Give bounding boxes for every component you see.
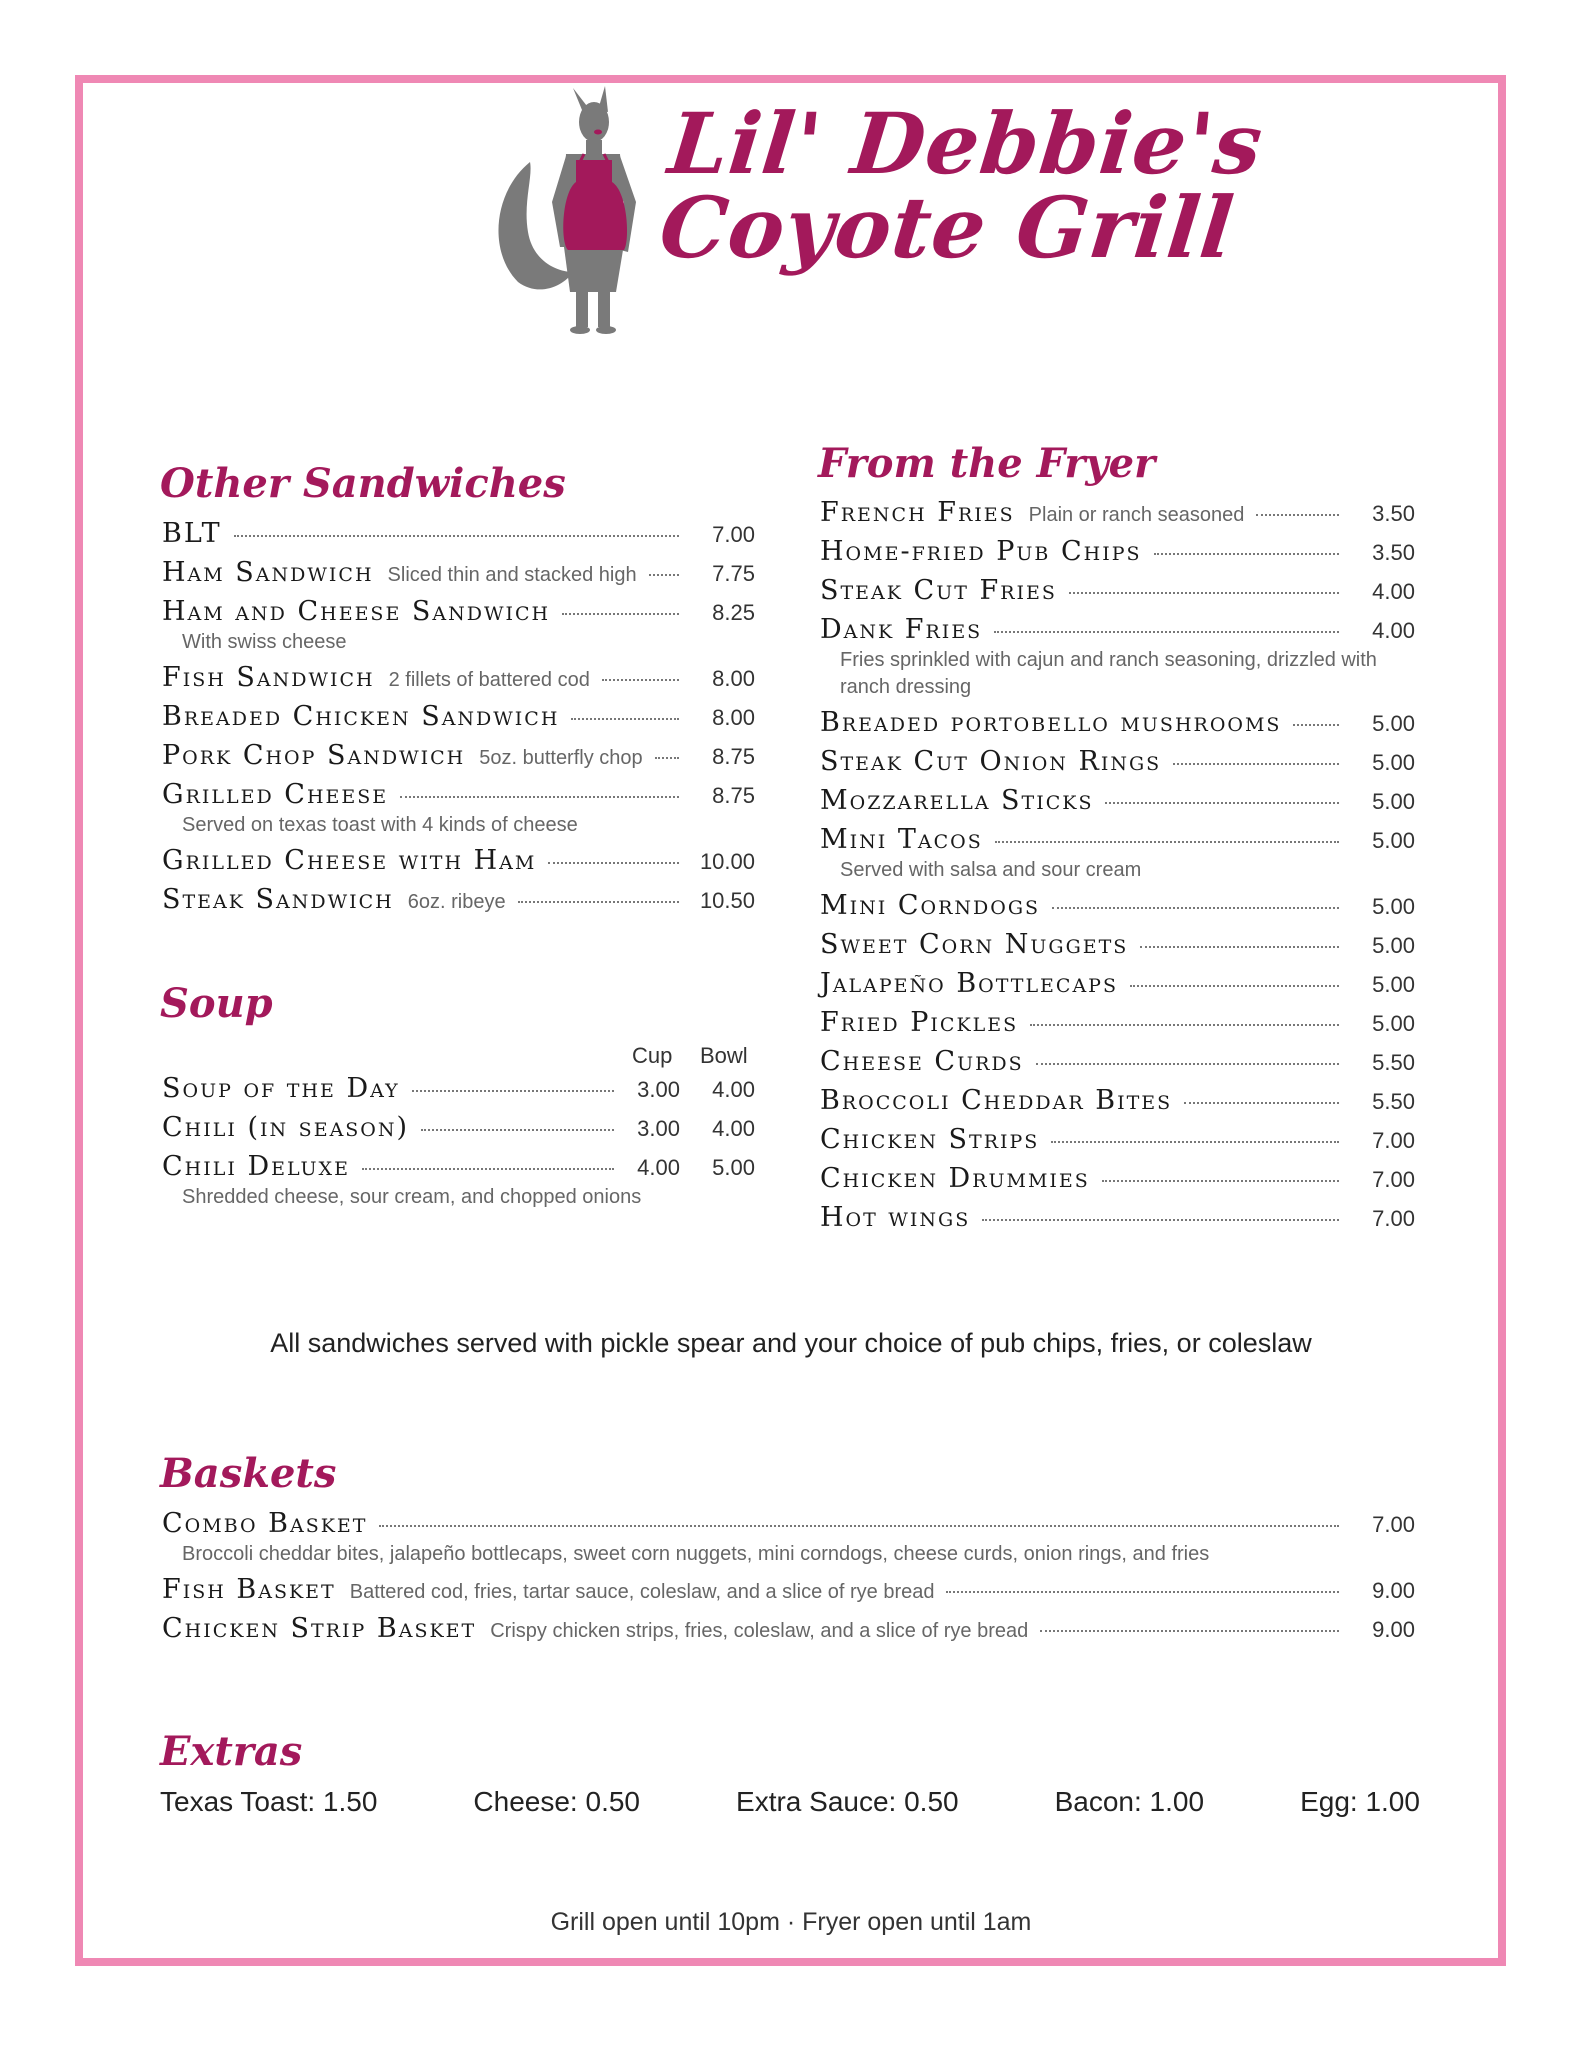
menu-item-row bbox=[162, 1574, 1415, 1613]
item-name: Fish Basket bbox=[162, 1574, 336, 1605]
extra-item: Texas Toast: 1.50 bbox=[160, 1786, 378, 1817]
menu-item bbox=[820, 1202, 1415, 1241]
item-name: Cheese Curds bbox=[820, 1046, 1024, 1077]
dot-leader bbox=[995, 841, 1339, 843]
menu-item-row bbox=[820, 536, 1415, 575]
sides-note: All sandwiches served with pickle spear and your choice of pub chips, fries, or coleslaw bbox=[270, 1328, 1312, 1358]
item-price: 3.50 bbox=[1372, 501, 1415, 526]
item-name: French Fries bbox=[820, 497, 1015, 528]
item-name: Breaded Chicken Sandwich bbox=[162, 701, 560, 732]
dot-leader bbox=[571, 718, 679, 720]
menu-item-row bbox=[820, 1163, 1415, 1202]
dot-leader bbox=[362, 1168, 614, 1170]
item-name: Jalapeño Bottlecaps bbox=[820, 968, 1118, 999]
item-name: Chicken Strip Basket bbox=[162, 1613, 477, 1644]
soup-item-row bbox=[162, 1073, 755, 1112]
menu-item-row bbox=[820, 890, 1415, 929]
item-price: 8.00 bbox=[712, 705, 755, 730]
dot-leader bbox=[1036, 1063, 1339, 1065]
item-name: Dank Fries bbox=[820, 614, 983, 645]
dot-leader bbox=[982, 1219, 1339, 1221]
hours-footer: Grill open until 10pm · Fryer open until 1am bbox=[550, 1908, 1032, 1936]
menu-item-row bbox=[162, 884, 755, 923]
dot-leader bbox=[1030, 1024, 1339, 1026]
soup-item bbox=[162, 1151, 755, 1211]
menu-item-row bbox=[162, 662, 755, 701]
extra-item: Cheese: 0.50 bbox=[473, 1786, 640, 1817]
sandwiches-title: Other Sandwiches bbox=[160, 460, 566, 507]
item-name: Chicken Drummies bbox=[820, 1163, 1090, 1194]
item-price: 7.00 bbox=[712, 522, 755, 547]
bowl-price: 4.00 bbox=[712, 1077, 755, 1102]
menu-item bbox=[162, 1508, 1415, 1568]
item-price: 5.00 bbox=[1372, 972, 1415, 997]
menu-item-row bbox=[162, 845, 755, 884]
item-note: Served with salsa and sour cream bbox=[840, 859, 1142, 881]
bowl-header: Bowl bbox=[700, 1043, 748, 1068]
item-name: Hot wings bbox=[820, 1202, 971, 1233]
item-description: 2 fillets of battered cod bbox=[388, 669, 590, 691]
item-price: 5.00 bbox=[1372, 1011, 1415, 1036]
dot-leader bbox=[1130, 985, 1339, 987]
item-description: Plain or ranch seasoned bbox=[1028, 504, 1245, 526]
item-price: 8.75 bbox=[712, 783, 755, 808]
item-name: Mini Corndogs bbox=[820, 890, 1041, 921]
dot-leader bbox=[994, 631, 1339, 633]
soup-item bbox=[162, 1073, 755, 1112]
soup-name: Chili (in season) bbox=[162, 1112, 410, 1143]
item-name: Sweet Corn Nuggets bbox=[820, 929, 1129, 960]
dot-leader bbox=[1051, 1141, 1339, 1143]
item-price: 3.50 bbox=[1372, 540, 1415, 565]
menu-item bbox=[162, 518, 755, 557]
soup-item-row bbox=[162, 1112, 755, 1151]
menu-item bbox=[820, 1046, 1415, 1085]
item-name: Chicken Strips bbox=[820, 1124, 1040, 1155]
item-price: 8.75 bbox=[712, 744, 755, 769]
cup-price: 3.00 bbox=[637, 1116, 680, 1141]
item-price: 5.00 bbox=[1372, 933, 1415, 958]
menu-item bbox=[820, 707, 1415, 746]
item-name: Steak Cut Onion Rings bbox=[820, 746, 1162, 777]
item-description: Battered cod, fries, tartar sauce, coleslaw, and a slice of rye bread bbox=[349, 1581, 935, 1603]
dot-leader bbox=[412, 1090, 614, 1092]
menu-item bbox=[162, 662, 755, 701]
soup-title: Soup bbox=[160, 980, 273, 1027]
item-description: 5oz. butterfly chop bbox=[479, 747, 643, 769]
item-name: Broccoli Cheddar Bites bbox=[820, 1085, 1173, 1116]
extras-title: Extras bbox=[160, 1728, 303, 1775]
item-price: 5.50 bbox=[1372, 1089, 1415, 1114]
item-price: 5.00 bbox=[1372, 894, 1415, 919]
menu-item-row bbox=[820, 968, 1415, 1007]
sandwiches-list bbox=[162, 518, 755, 923]
menu-item bbox=[820, 536, 1415, 575]
menu-item-row bbox=[820, 707, 1415, 746]
soup-item bbox=[162, 1112, 755, 1151]
extra-item: Bacon: 1.00 bbox=[1054, 1786, 1205, 1817]
dot-leader bbox=[946, 1591, 1339, 1593]
item-price: 7.00 bbox=[1372, 1206, 1415, 1231]
menu-item bbox=[162, 1574, 1415, 1613]
dot-leader bbox=[1105, 802, 1339, 804]
menu-item bbox=[820, 824, 1415, 884]
item-price: 9.00 bbox=[1372, 1578, 1415, 1603]
item-name: Pork Chop Sandwich bbox=[162, 740, 466, 771]
dot-leader bbox=[602, 679, 679, 681]
dot-leader bbox=[1256, 514, 1339, 516]
item-price: 7.00 bbox=[1372, 1167, 1415, 1192]
title-line-1: Lil' Debbie's bbox=[664, 94, 1268, 193]
item-price: 7.00 bbox=[1372, 1512, 1415, 1537]
menu-item bbox=[820, 1085, 1415, 1124]
menu-item bbox=[162, 1613, 1415, 1652]
menu-item bbox=[820, 1007, 1415, 1046]
menu-item-row bbox=[820, 1007, 1415, 1046]
item-note: With swiss cheese bbox=[182, 631, 347, 653]
dot-leader bbox=[400, 796, 679, 798]
baskets-list bbox=[162, 1508, 1415, 1652]
dot-leader bbox=[518, 901, 679, 903]
menu-item-row bbox=[820, 497, 1415, 536]
menu-item bbox=[820, 575, 1415, 614]
dot-leader bbox=[1173, 763, 1339, 765]
menu-item-row bbox=[820, 1046, 1415, 1085]
menu-item bbox=[162, 845, 755, 884]
item-name: Home-fried Pub Chips bbox=[820, 536, 1142, 567]
item-name: Steak Sandwich bbox=[162, 884, 394, 915]
dot-leader bbox=[379, 1525, 1339, 1527]
dot-leader bbox=[1154, 553, 1339, 555]
menu-item-row bbox=[820, 1085, 1415, 1124]
item-price: 7.75 bbox=[712, 561, 755, 586]
dot-leader bbox=[1102, 1180, 1339, 1182]
item-description: Crispy chicken strips, fries, coleslaw, and a slice of rye bread bbox=[490, 1620, 1029, 1642]
menu-item-row bbox=[162, 1613, 1415, 1652]
item-price: 7.00 bbox=[1372, 1128, 1415, 1153]
restaurant-name bbox=[655, 94, 1268, 277]
item-price: 5.00 bbox=[1372, 789, 1415, 814]
dot-leader bbox=[1052, 907, 1339, 909]
cup-price: 4.00 bbox=[637, 1155, 680, 1180]
menu-item-row bbox=[162, 557, 755, 596]
item-name: Grilled Cheese bbox=[162, 779, 389, 810]
cup-price: 3.00 bbox=[637, 1077, 680, 1102]
item-name: Fish Sandwich bbox=[162, 662, 375, 693]
menu-item-row bbox=[820, 1202, 1415, 1241]
menu-item bbox=[820, 497, 1415, 536]
item-name: Ham Sandwich bbox=[162, 557, 374, 588]
menu-item bbox=[820, 890, 1415, 929]
dot-leader bbox=[548, 862, 679, 864]
dot-leader bbox=[649, 574, 679, 576]
dot-leader bbox=[1184, 1102, 1339, 1104]
baskets-title: Baskets bbox=[160, 1450, 337, 1497]
menu-item-row bbox=[820, 575, 1415, 614]
menu-item bbox=[820, 929, 1415, 968]
item-price: 10.00 bbox=[699, 849, 755, 874]
menu-item bbox=[162, 779, 755, 839]
menu-item bbox=[820, 1163, 1415, 1202]
item-description: 6oz. ribeye bbox=[407, 891, 506, 913]
dot-leader bbox=[234, 535, 679, 537]
item-price: 4.00 bbox=[1372, 579, 1415, 604]
dot-leader bbox=[421, 1129, 614, 1131]
menu-item bbox=[162, 557, 755, 596]
menu-item-row bbox=[162, 518, 755, 557]
dot-leader bbox=[1293, 724, 1339, 726]
item-note: Broccoli cheddar bites, jalapeño bottlecaps, sweet corn nuggets, mini corndogs, cheese curds, onion rings, and fries bbox=[182, 1543, 1210, 1565]
item-name: Grilled Cheese with Ham bbox=[162, 845, 537, 876]
title-line-2: Coyote Grill bbox=[655, 178, 1239, 277]
menu-item-row bbox=[820, 785, 1415, 824]
item-name: Mini Tacos bbox=[820, 824, 983, 855]
item-price: 5.50 bbox=[1372, 1050, 1415, 1075]
extra-item: Egg: 1.00 bbox=[1300, 1786, 1420, 1817]
item-note: Served on texas toast with 4 kinds of cheese bbox=[182, 814, 578, 836]
menu-item-row bbox=[162, 740, 755, 779]
menu-item bbox=[162, 701, 755, 740]
menu-item-row bbox=[820, 746, 1415, 785]
menu-item-row bbox=[820, 929, 1415, 968]
item-price: 5.00 bbox=[1372, 711, 1415, 736]
menu-item-row bbox=[820, 1124, 1415, 1163]
item-price: 8.25 bbox=[712, 600, 755, 625]
item-note: Fries sprinkled with cajun and ranch seasoning, drizzled with ranch dressing bbox=[840, 649, 1377, 698]
item-price: 8.00 bbox=[712, 666, 755, 691]
menu-item-row bbox=[162, 701, 755, 740]
dot-leader bbox=[1069, 592, 1339, 594]
menu-item bbox=[162, 740, 755, 779]
fryer-list bbox=[820, 497, 1415, 1241]
menu-item bbox=[820, 968, 1415, 1007]
menu-item bbox=[162, 884, 755, 923]
item-description: Sliced thin and stacked high bbox=[387, 564, 637, 586]
soup-name: Chili Deluxe bbox=[162, 1151, 350, 1182]
cup-header: Cup bbox=[632, 1043, 673, 1068]
dot-leader bbox=[1040, 1630, 1339, 1632]
menu-item bbox=[820, 785, 1415, 824]
item-name: Mozzarella Sticks bbox=[820, 785, 1094, 816]
extra-item: Extra Sauce: 0.50 bbox=[736, 1786, 959, 1817]
item-name: Steak Cut Fries bbox=[820, 575, 1057, 606]
bowl-price: 5.00 bbox=[712, 1155, 755, 1180]
item-price: 9.00 bbox=[1372, 1617, 1415, 1642]
dot-leader bbox=[562, 613, 679, 615]
menu-item bbox=[820, 1124, 1415, 1163]
item-name: Breaded portobello mushrooms bbox=[820, 707, 1282, 738]
item-name: Combo Basket bbox=[162, 1508, 368, 1539]
extras-list bbox=[160, 1786, 1420, 1818]
item-name: Ham and Cheese Sandwich bbox=[162, 596, 551, 627]
menu-item bbox=[820, 746, 1415, 785]
soup-name: Soup of the Day bbox=[162, 1073, 400, 1104]
item-price: 4.00 bbox=[1372, 618, 1415, 643]
fryer-title: From the Fryer bbox=[818, 440, 1156, 487]
item-name: BLT bbox=[162, 518, 222, 549]
item-price: 5.00 bbox=[1372, 828, 1415, 853]
menu-item bbox=[162, 596, 755, 656]
soup-note: Shredded cheese, sour cream, and chopped onions bbox=[182, 1186, 642, 1208]
item-name: Fried Pickles bbox=[820, 1007, 1019, 1038]
dot-leader bbox=[1140, 946, 1339, 948]
soup-list bbox=[162, 1073, 755, 1217]
item-price: 10.50 bbox=[699, 888, 755, 913]
menu-item bbox=[820, 614, 1415, 701]
dot-leader bbox=[655, 757, 679, 759]
bowl-price: 4.00 bbox=[712, 1116, 755, 1141]
item-price: 5.00 bbox=[1372, 750, 1415, 775]
